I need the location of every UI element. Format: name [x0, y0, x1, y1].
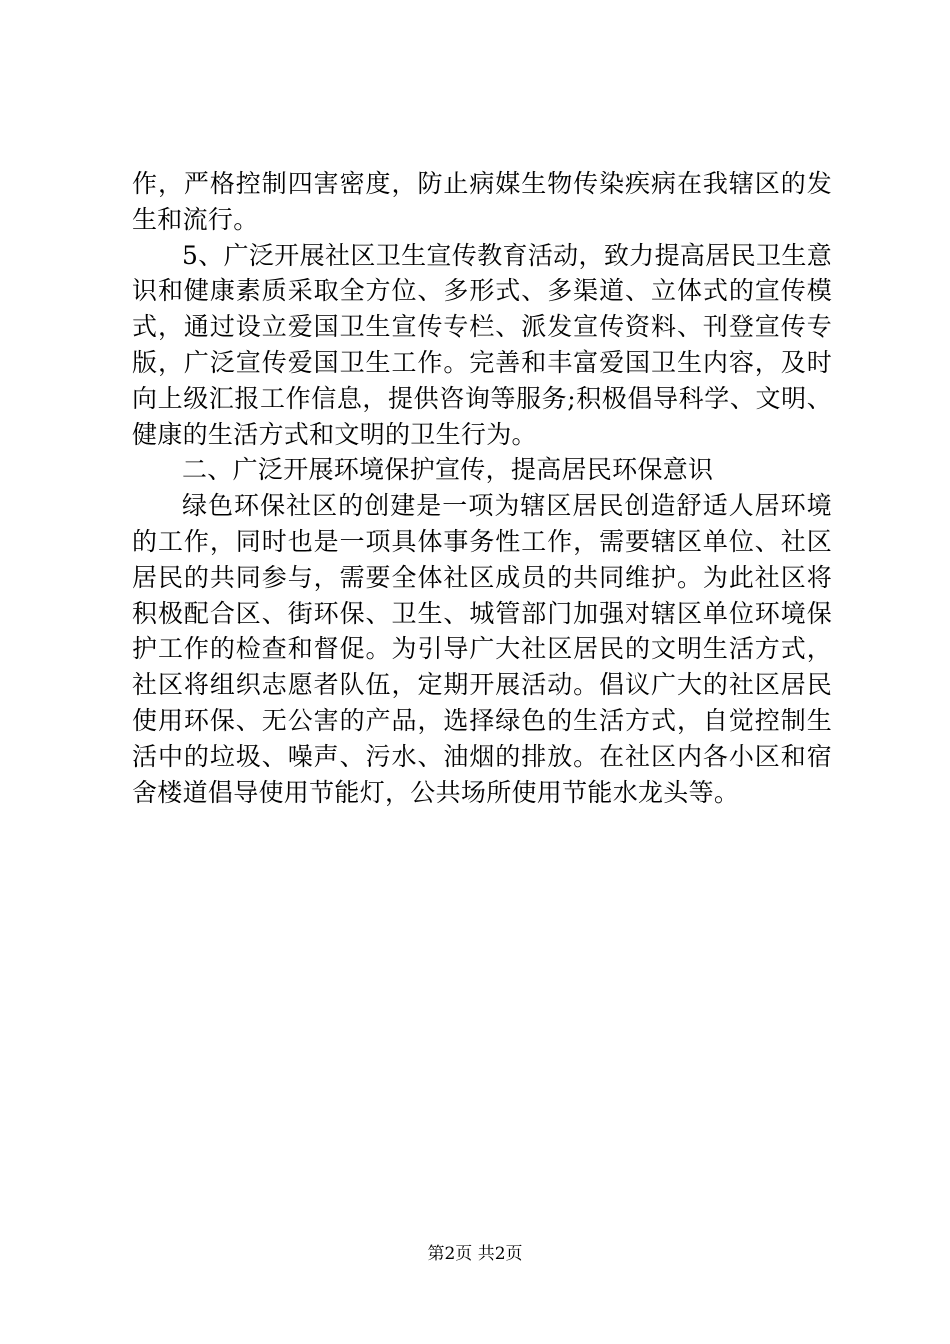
paragraph-green-community: 绿色环保社区的创建是一项为辖区居民创造舒适人居环境的工作，同时也是一项具体事务性工作，需要辖区单位、社区居民的共同参与，需要全体社区成员的共同维护。为此社区将积极配合区、街环保、卫生、城管部门加强对辖区单位环境保护工作的检查和督促。为引导广大社区居民的文明生活方式，社区将组织志愿者队伍，定期开展活动。倡议广大的社区居民使用环保、无公害的产品，选择绿色的生活方式，自觉控制生活中的垃圾、噪声、污水、油烟的排放。在社区内各小区和宿舍楼道倡导使用节能灯，公共场所使用节能水龙头等。 — [132, 491, 832, 807]
section-heading-2: 二、广泛开展环境保护宣传，提高居民环保意识 — [182, 455, 714, 485]
paragraph-continuation: 作，严格控制四害密度，防止病媒生物传染疾病在我辖区的发生和流行。 — [132, 169, 832, 234]
document-body — [132, 166, 832, 810]
paragraph-item-5: 5、广泛开展社区卫生宣传教育活动，致力提高居民卫生意识和健康素质采取全方位、多形式、多渠道、立体式的宣传模式，通过设立爱国卫生宣传专栏、派发宣传资料、刊登宣传专版，广泛宣传爱国卫生工作。完善和丰富爱国卫生内容，及时向上级汇报工作信息，提供咨询等服务;积极倡导科学、文明、健康的生活方式和文明的卫生行为。 — [132, 240, 832, 449]
page-footer — [0, 1243, 950, 1265]
page-number: 第2页 共2页 — [427, 1244, 523, 1264]
